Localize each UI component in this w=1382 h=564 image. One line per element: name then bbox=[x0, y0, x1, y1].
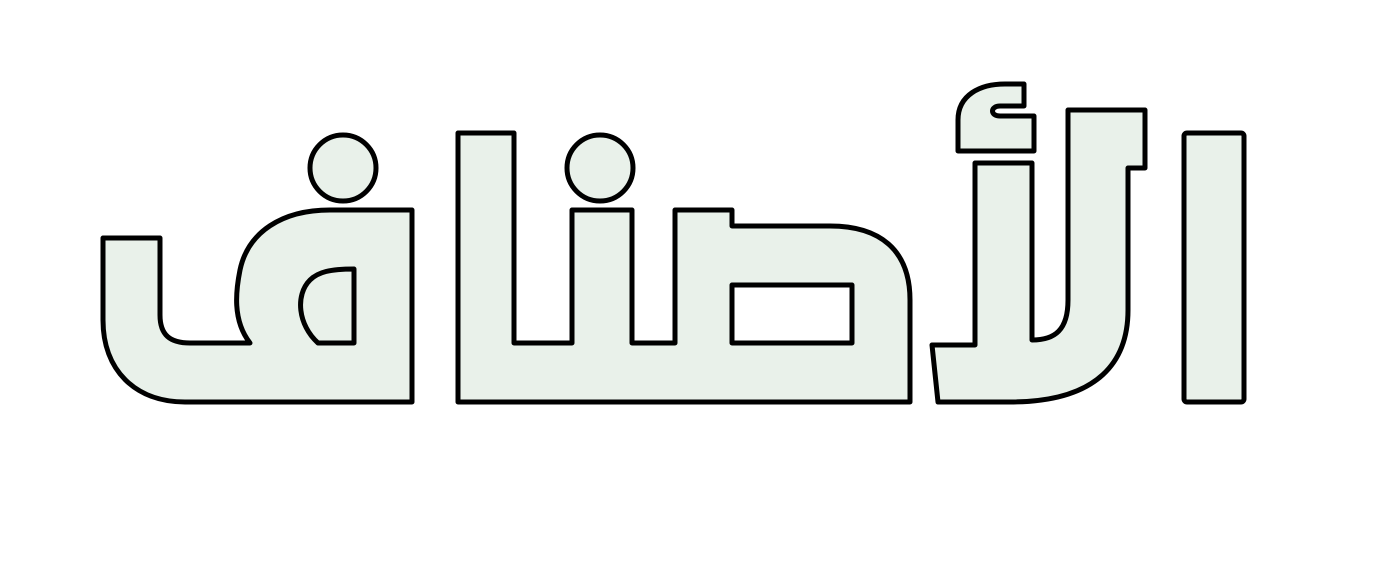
glyph-fa bbox=[103, 210, 412, 402]
glyph-dot-nun bbox=[567, 135, 633, 201]
glyph-lam-alif bbox=[932, 110, 1145, 402]
glyph-alif bbox=[1184, 133, 1244, 402]
glyph-dot-fa bbox=[310, 135, 376, 201]
glyph-hamza bbox=[958, 84, 1034, 151]
glyph-sad-nun bbox=[458, 133, 910, 402]
